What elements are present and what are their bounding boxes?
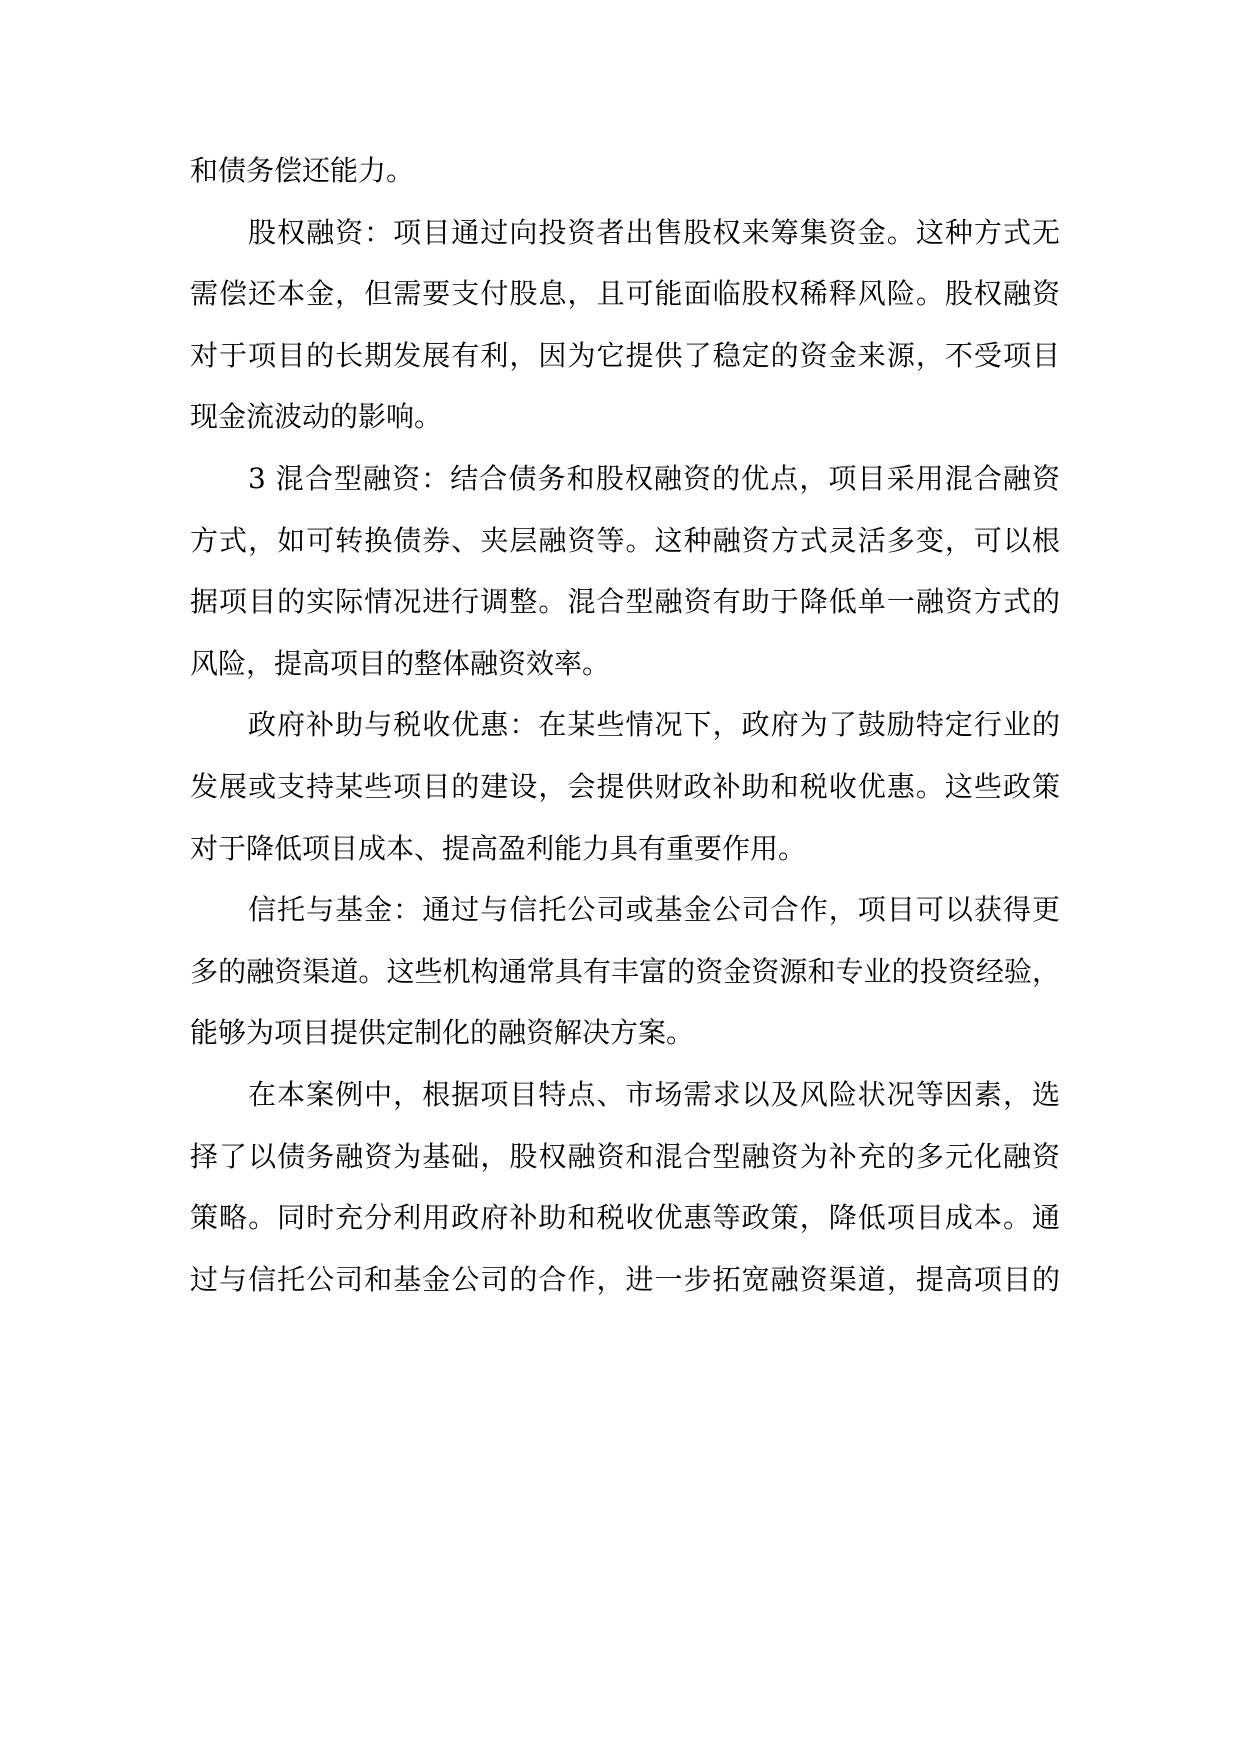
text-line: 能够为项目提供定制化的融资解决方案。	[190, 1016, 695, 1050]
text-line: 择了以债务融资为基础，股权融资和混合型融资为补充的多元化融资	[190, 1139, 1060, 1173]
text-line: 方式，如可转换债券、夹层融资等。这种融资方式灵活多变，可以根	[190, 523, 1060, 557]
text-line: 和债务偿还能力。	[190, 154, 415, 187]
text-line: 策略。同时充分利用政府补助和税收优惠等政策，降低项目成本。通	[190, 1201, 1060, 1235]
text-line: 多的融资渠道。这些机构通常具有丰富的资金资源和专业的投资经验，	[190, 954, 1060, 988]
text-line: 发展或支持某些项目的建设，会提供财政补助和税收优惠。这些政策	[190, 769, 1060, 803]
paragraph-start-line: 股权融资：项目通过向投资者出售股权来筹集资金。这种方式无	[248, 215, 1060, 249]
paragraph-start-line: 在本案例中，根据项目特点、市场需求以及风险状况等因素，选	[248, 1077, 1060, 1111]
text-line: 现金流波动的影响。	[190, 400, 443, 434]
text-line: 据项目的实际情况进行调整。混合型融资有助于降低单一融资方式的	[190, 585, 1060, 619]
document-body	[190, 140, 1060, 1310]
text-line: 过与信托公司和基金公司的合作，进一步拓宽融资渠道，提高项目的	[190, 1262, 1060, 1296]
paragraph-start-line: 3 混合型融资：结合债务和股权融资的优点，项目采用混合融资	[248, 461, 1060, 495]
text-line: 对于降低项目成本、提高盈利能力具有重要作用。	[190, 831, 807, 865]
paragraph-start-line: 政府补助与税收优惠：在某些情况下，政府为了鼓励特定行业的	[248, 708, 1060, 742]
text-line: 对于项目的长期发展有利，因为它提供了稳定的资金来源，不受项目	[190, 338, 1060, 372]
text-line: 风险，提高项目的整体融资效率。	[190, 646, 611, 680]
text-line: 需偿还本金，但需要支付股息，且可能面临股权稀释风险。股权融资	[190, 277, 1060, 311]
paragraph-start-line: 信托与基金：通过与信托公司或基金公司合作，项目可以获得更	[248, 893, 1060, 927]
